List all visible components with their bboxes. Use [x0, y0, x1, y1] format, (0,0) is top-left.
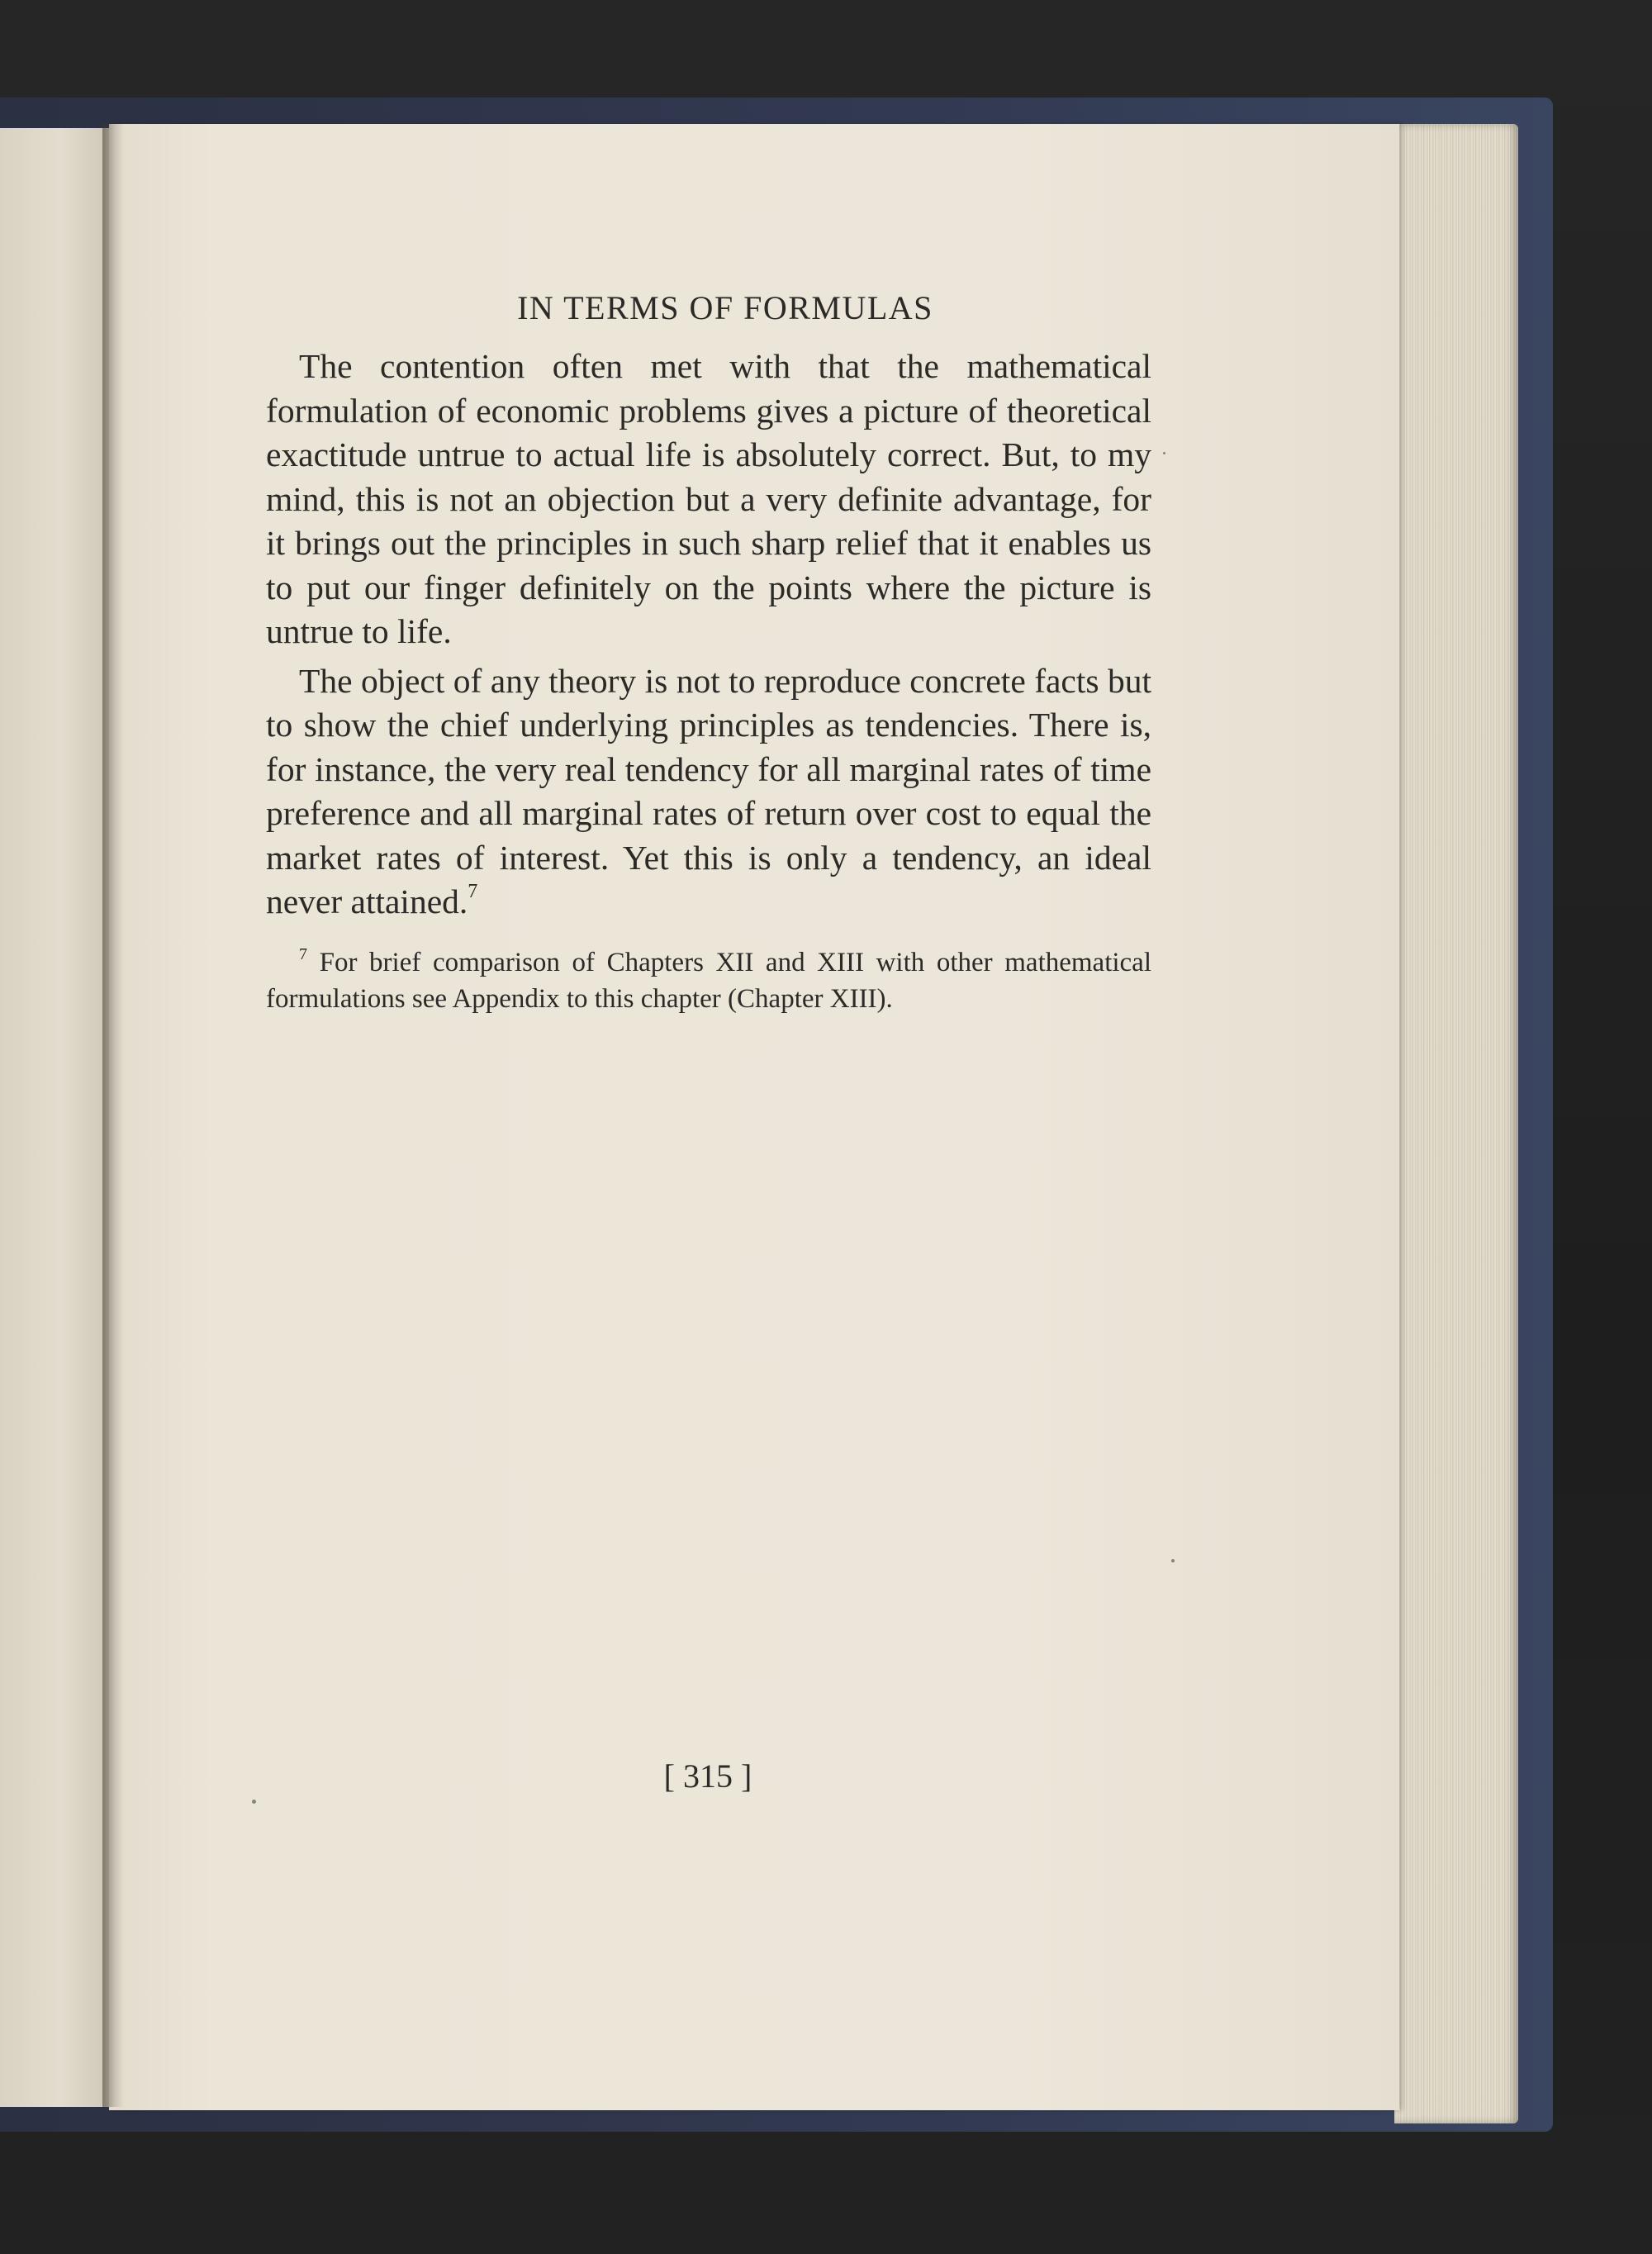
page-number: [ 315 ]: [663, 1757, 752, 1795]
page-speck: [252, 1800, 256, 1804]
paragraph-1: The contention often met with that the mathematical formulation of economic problems gives a picture of theoretical exactitude untrue to actual life is absolutely correct. But, to my mind, this is not an objection but a very definite advantage, for it brings out the principles in such sharp relief that it enables us to put our finger definitely on the points where the picture is untrue to life.: [266, 347, 1151, 650]
footnote-reference: 7: [468, 881, 478, 903]
page-speck: [1171, 1559, 1175, 1562]
left-facing-page: [0, 128, 111, 2107]
folio-container: [109, 0, 1307, 2254]
paragraph-2-text: The object of any theory is not to reproduce concrete facts but to show the chief underlying principles as tendencies. There is, for instance, the very real tendency for all marginal rates of time preference and all marginal rates of return over cost to equal the market rates of interest. Yet this is only a tendency, an ideal never attained.: [266, 661, 1151, 920]
footnote-number: 7: [299, 944, 307, 963]
page-edges: [1394, 124, 1518, 2123]
page-speck: [1163, 452, 1165, 454]
running-head: IN TERMS OF FORMULAS: [517, 289, 933, 326]
footnote-text: For brief comparison of Chapters XII and XIII with other mathematical formulations see Appendix to this chapter (Chapter XIII).: [266, 947, 1151, 1014]
